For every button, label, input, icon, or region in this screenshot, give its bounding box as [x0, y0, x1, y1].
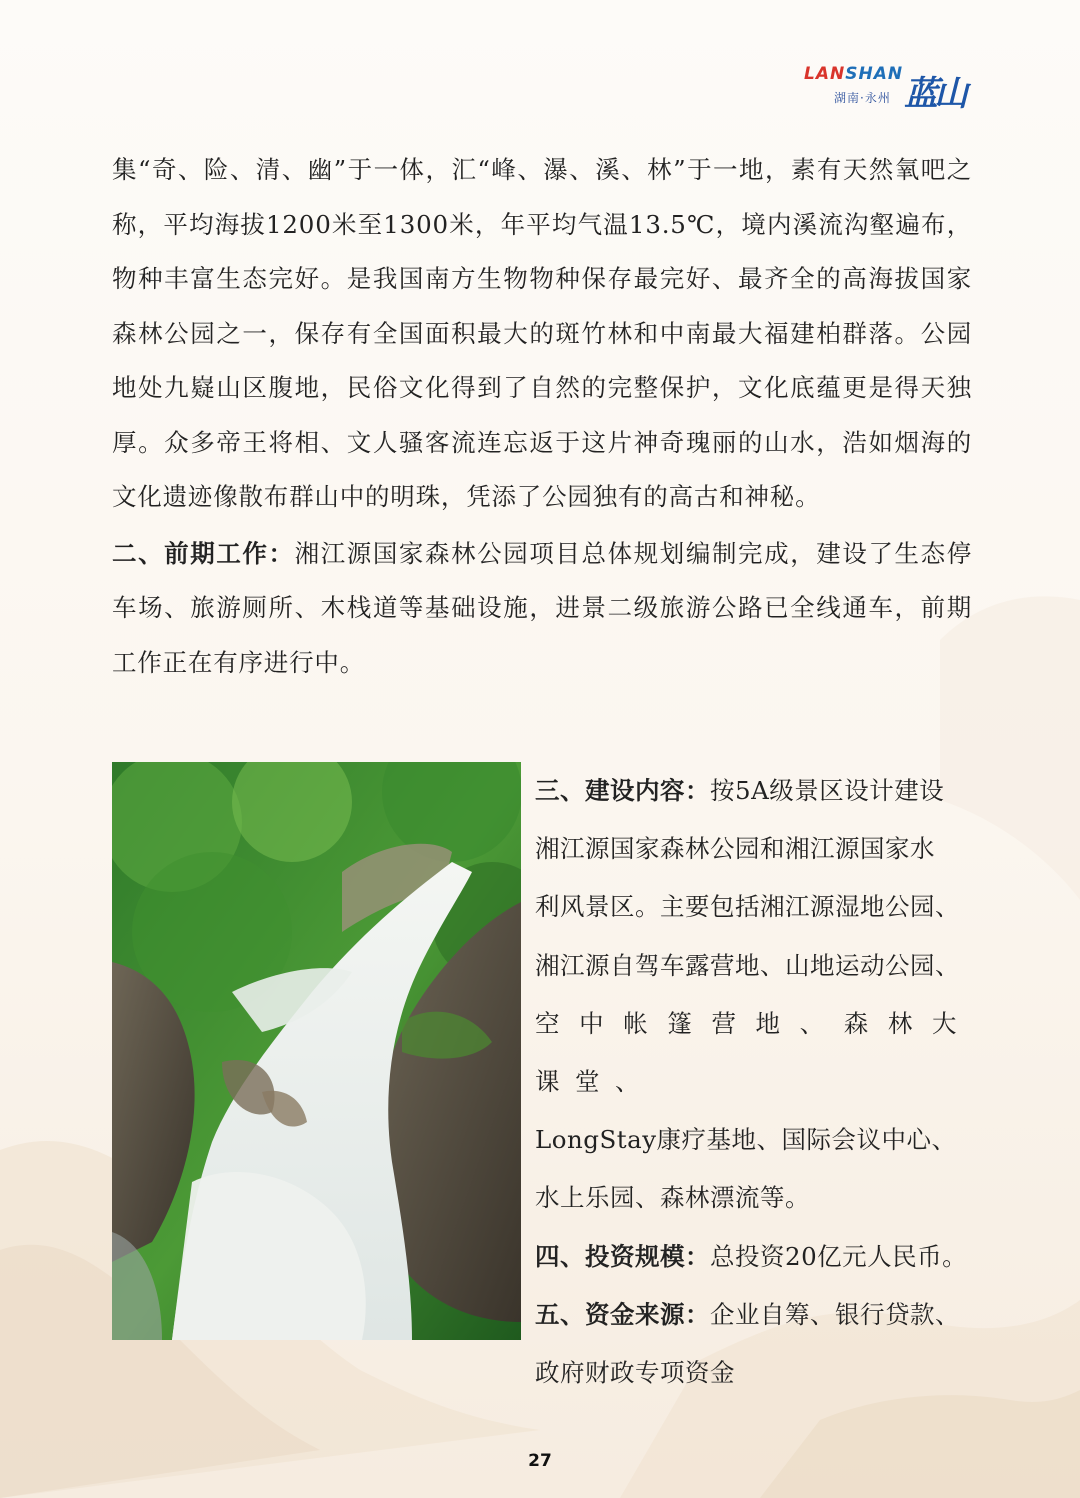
section-2-text: 湘江源国家森林公园项目总体规划编制完成，建设了生态停车场、旅游厕所、木栈道等基础设施，进景二级旅游公路已全线通车，前期工作正在有序进行中。: [112, 538, 972, 677]
page-number: 27: [528, 1451, 552, 1471]
side-text: [535, 762, 972, 1402]
section-4-text: 总投资20亿元人民币。: [710, 1241, 968, 1271]
section-3-line-2: 湘江源国家森林公园和湘江源国家水: [535, 834, 935, 864]
section-5-line-2: 政府财政专项资金: [535, 1358, 735, 1388]
logo-subtitle: 湖南·永州: [834, 91, 891, 105]
section-3-line-5: 空中帐篷营地、森林大课堂、: [535, 1008, 972, 1097]
lanshan-logo: [804, 64, 964, 114]
section-4-paragraph: [535, 1228, 972, 1286]
section-5-line-1: 五、资金来源：企业自筹、银行贷款、: [535, 1299, 960, 1329]
section-4-heading: 四、投资规模：: [535, 1241, 710, 1271]
intro-paragraph: 集“奇、险、清、幽”于一体，汇“峰、瀑、溪、林”于一地，素有天然氧吧之称，平均海拔1200米至1300米，年平均气温13.5℃，境内溪流沟壑遍布，物种丰富生态完好。是我国南方生物物种保存最完好、最齐全的高海拔国家森林公园之一，保存有全国面积最大的斑竹林和中南最大福建柏群落。公园地处九嶷山区腹地，民俗文化得到了自然的完整保护，文化底蕴更是得天独厚。众多帝王将相、文人骚客流连忘返于这片神奇瑰丽的山水，浩如烟海的文化遗迹像散布群山中的明珠，凭添了公园独有的高古和神秘。: [112, 155, 972, 511]
logo-chinese-mark: 蓝山: [904, 74, 964, 114]
section-3-line-6: LongStay康疗基地、国际会议中心、: [535, 1125, 957, 1155]
logo-latin-text: LANSHAN: [804, 64, 904, 84]
section-3-line-3: 利风景区。主要包括湘江源湿地公园、: [535, 892, 960, 922]
section-3-heading: 三、建设内容：: [535, 776, 710, 805]
section-3-line-7: 水上乐园、森林漂流等。: [535, 1183, 810, 1213]
waterfall-photo: [112, 762, 521, 1340]
section-5-heading: 五、资金来源：: [535, 1299, 710, 1329]
section-2-heading: 二、前期工作：: [112, 538, 295, 568]
section-2-paragraph: [112, 527, 972, 691]
main-text: [112, 143, 972, 692]
section-3-line-4: 湘江源自驾车露营地、山地运动公园、: [535, 950, 960, 980]
section-3-line-1: 三、建设内容：按5A级景区设计建设: [535, 776, 945, 805]
